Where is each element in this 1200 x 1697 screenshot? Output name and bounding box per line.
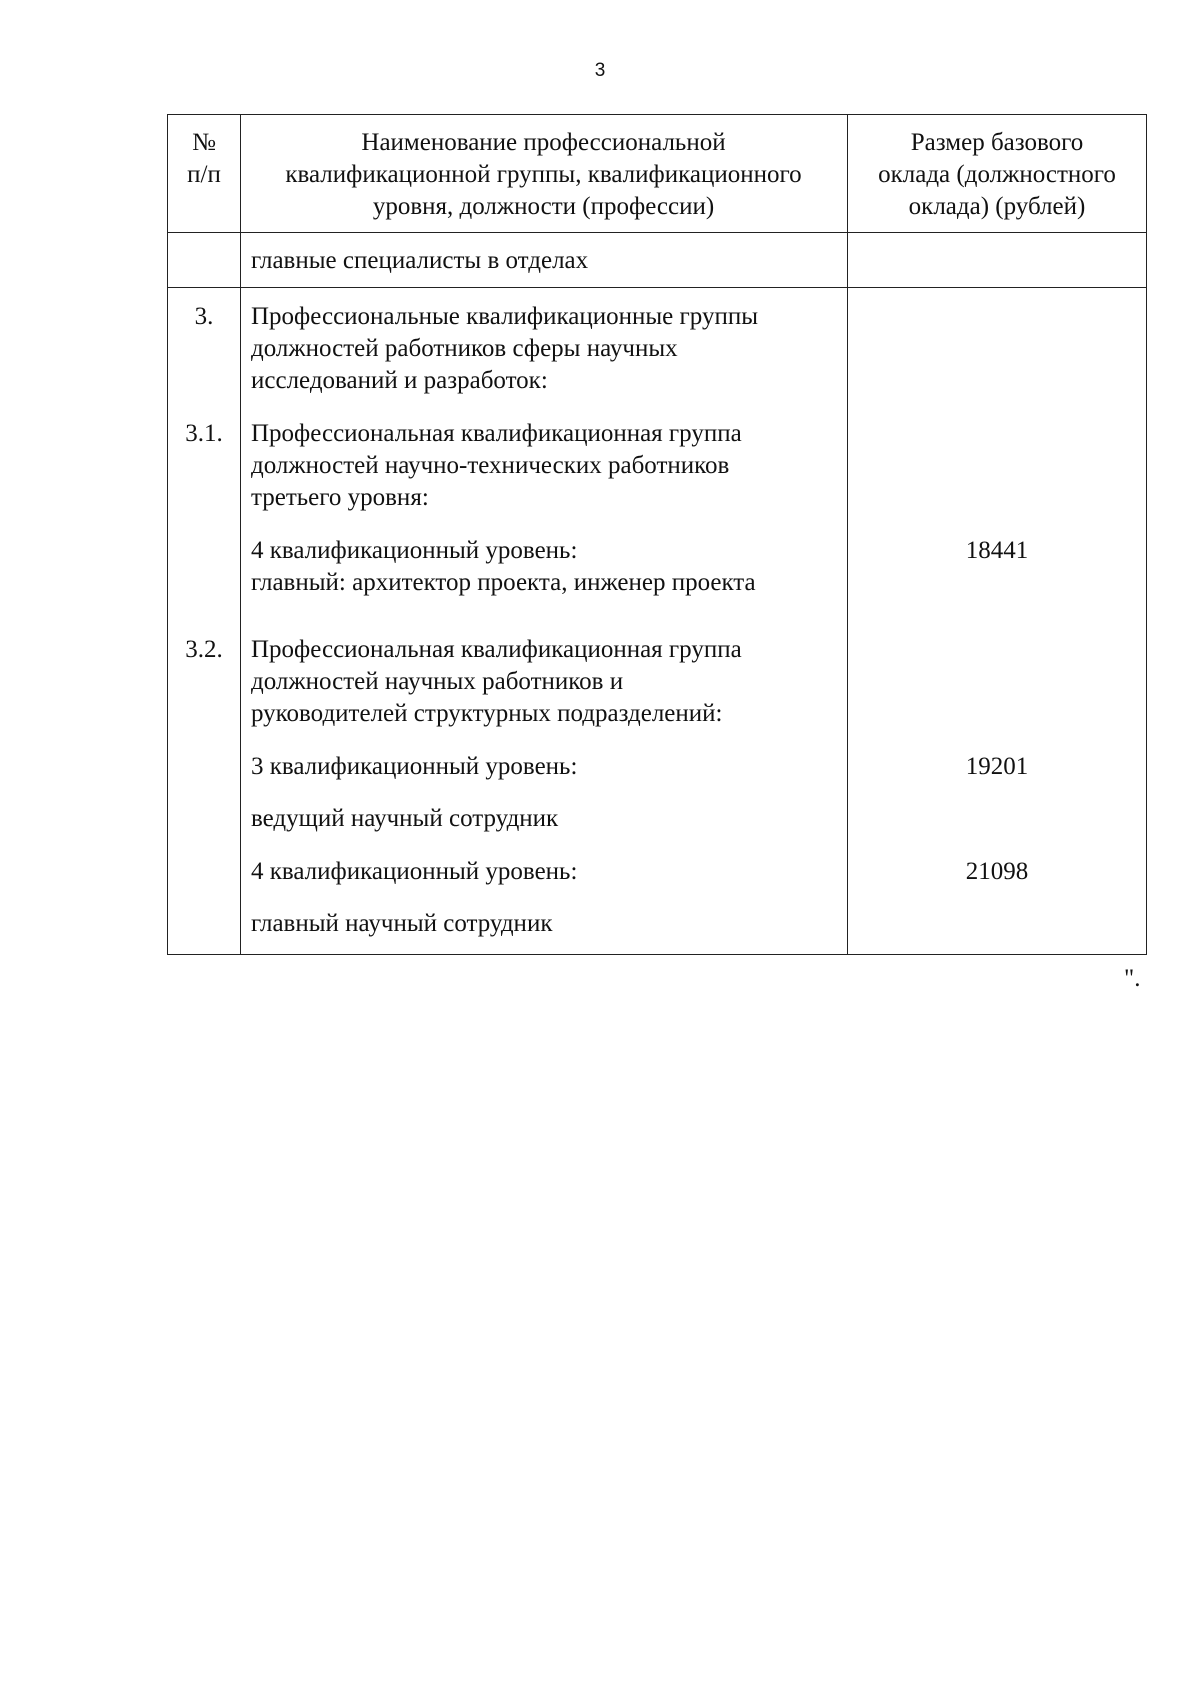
header-number-line: п/п xyxy=(187,161,221,188)
header-salary xyxy=(847,127,1147,223)
page-number: 3 xyxy=(594,60,606,81)
column-divider xyxy=(240,115,241,954)
qualification-level xyxy=(251,535,756,599)
header-divider xyxy=(168,232,1146,233)
section-title-line: должностей научно-технических работников xyxy=(251,452,730,479)
section-title xyxy=(251,301,758,397)
row-divider xyxy=(168,287,1146,288)
section-title-line: исследований и разработок: xyxy=(251,367,548,394)
header-number xyxy=(168,127,240,191)
row-text: главные специалисты в отделах xyxy=(251,247,589,274)
level-title: 4 квалификационный уровень: xyxy=(251,537,578,564)
header-salary-line: оклада (должностного xyxy=(878,161,1116,188)
section-title-line: Профессиональная квалификационная группа xyxy=(251,420,742,447)
level-title: 4 квалификационный уровень: xyxy=(251,858,578,885)
section-title xyxy=(251,418,742,514)
header-number-line: № xyxy=(192,129,216,156)
level-positions: ведущий научный сотрудник xyxy=(251,805,559,832)
level-positions: главный научный сотрудник xyxy=(251,910,553,937)
section-number: 3.1. xyxy=(185,420,223,447)
header-name xyxy=(240,127,847,223)
closing-quote: ". xyxy=(1124,965,1141,992)
header-name-line: квалификационной группы, квалификационного xyxy=(285,161,802,188)
level-title: 3 квалификационный уровень: xyxy=(251,753,578,780)
header-name-line: Наименование профессиональной xyxy=(361,129,726,156)
salary-table xyxy=(167,114,1147,955)
section-number: 3.2. xyxy=(185,636,223,663)
section-title-line: Профессиональные квалификационные группы xyxy=(251,303,759,330)
section-title-line: третьего уровня: xyxy=(251,484,429,511)
section-number: 3. xyxy=(194,303,214,330)
section-title-line: руководителей структурных подразделений: xyxy=(251,700,723,727)
header-salary-line: оклада) (рублей) xyxy=(908,193,1086,220)
header-name-line: уровня, должности (профессии) xyxy=(372,193,715,220)
section-title xyxy=(251,634,742,730)
section-title-line: должностей научных работников и xyxy=(251,668,624,695)
salary-value: 21098 xyxy=(965,858,1029,885)
level-positions: главный: архитектор проекта, инженер проекта xyxy=(251,569,756,596)
section-title-line: должностей работников сферы научных xyxy=(251,335,678,362)
section-title-line: Профессиональная квалификационная группа xyxy=(251,636,742,663)
salary-value: 19201 xyxy=(965,753,1029,780)
salary-value: 18441 xyxy=(965,537,1029,564)
header-salary-line: Размер базового xyxy=(910,129,1084,156)
